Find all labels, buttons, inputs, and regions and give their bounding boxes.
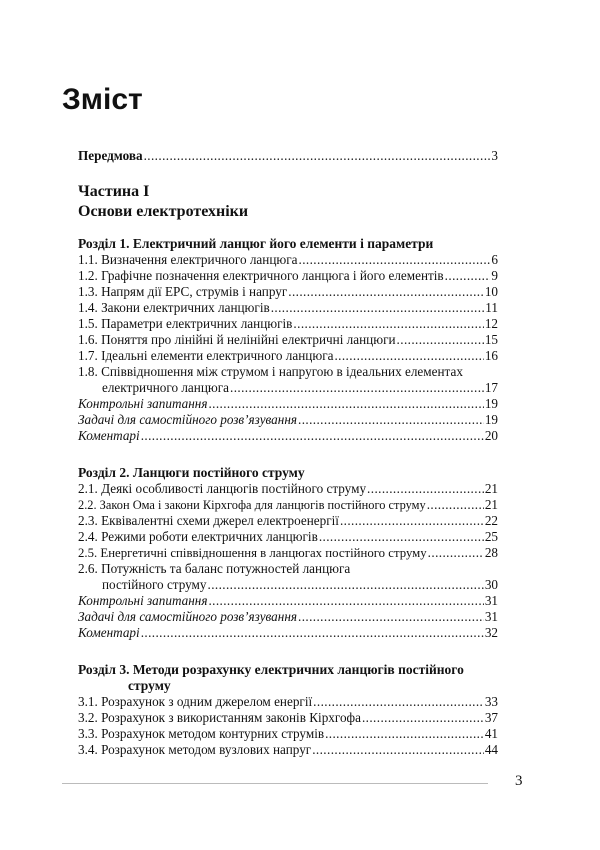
toc-preface[interactable]: [78, 148, 498, 164]
toc-entry-title: 2.2. Закон Ома і закони Кірхгофа для ланцюгів постійного струму: [78, 498, 426, 512]
section-heading-continued: струму: [128, 678, 171, 693]
toc-section-3: [78, 662, 498, 758]
toc-page-number: 31: [484, 593, 498, 608]
toc-page-number: 32: [484, 625, 498, 640]
toc-entry[interactable]: [78, 710, 498, 726]
toc-entry-title: Коментарі: [78, 625, 140, 640]
toc-entry[interactable]: [78, 561, 498, 577]
toc-page-number: 37: [484, 710, 498, 725]
dot-leader: [325, 726, 484, 742]
toc-entry[interactable]: [78, 545, 498, 561]
toc-entry-title: 3.3. Розрахунок методом контурних струмів: [78, 726, 325, 741]
toc-entry-title: Передмова: [78, 148, 143, 163]
toc-entry[interactable]: [78, 348, 498, 364]
toc-entry-title: 2.1. Деякі особливості ланцюгів постійного струму: [78, 481, 367, 496]
toc-page-number: 15: [484, 332, 498, 347]
dot-leader: [340, 513, 484, 529]
dot-leader: [299, 252, 491, 268]
dot-leader: [427, 497, 484, 513]
section-heading: Розділ 3. Методи розрахунку електричних ланцюгів постійного: [78, 662, 464, 677]
toc-page-number: 11: [485, 300, 498, 315]
toc-entry-title: 1.4. Закони електричних ланцюгів: [78, 300, 270, 315]
toc-entry[interactable]: [78, 252, 498, 268]
dot-leader: [208, 396, 483, 412]
dot-leader: [144, 148, 491, 164]
toc-entry-title: Контрольні запитання: [78, 593, 208, 608]
toc-section-2: [78, 465, 498, 641]
toc-page-number: 25: [484, 529, 498, 544]
dot-leader: [288, 284, 484, 300]
toc-entry[interactable]: [78, 396, 498, 412]
toc-entry[interactable]: [78, 609, 498, 625]
toc-section-1: [78, 236, 498, 444]
toc-entry-title: 3.4. Розрахунок методом вузлових напруг: [78, 742, 312, 757]
toc-entry[interactable]: [78, 300, 498, 316]
dot-leader: [293, 316, 483, 332]
toc-entry[interactable]: [78, 284, 498, 300]
dot-leader: [319, 529, 484, 545]
dot-leader: [271, 300, 485, 316]
toc-page-number: 44: [484, 742, 498, 757]
toc-page-number: 21: [484, 481, 498, 496]
toc-page-number: 21: [484, 497, 498, 512]
toc-entry[interactable]: [78, 316, 498, 332]
toc-entry[interactable]: [78, 625, 498, 641]
toc-page-number: 16: [484, 348, 498, 363]
dot-leader: [397, 332, 484, 348]
toc-entry-title: 1.5. Параметри електричних ланцюгів: [78, 316, 293, 331]
dot-leader: [208, 593, 483, 609]
dot-leader: [428, 545, 484, 561]
toc-entry-title: Задачі для самостійного розв’язування: [78, 412, 297, 427]
toc-entry[interactable]: [78, 742, 498, 758]
toc-entry-title: Задачі для самостійного розв’язування: [78, 609, 297, 624]
toc-entry[interactable]: [78, 364, 498, 380]
part-title: Частина І: [78, 183, 150, 200]
toc-page-number: 19: [484, 412, 498, 427]
dot-leader: [312, 742, 484, 758]
toc-entry[interactable]: [78, 513, 498, 529]
toc-entry-title: 3.2. Розрахунок з використанням законів Кірхгофа: [78, 710, 361, 725]
toc-page-number: 31: [484, 609, 498, 624]
toc-entry-title: 2.6. Потужність та баланс потужностей ланцюга: [78, 561, 351, 576]
toc-entry[interactable]: [78, 694, 498, 710]
toc-entry-title: 3.1. Розрахунок з одним джерелом енергії: [78, 694, 313, 709]
toc-page-number: 41: [484, 726, 498, 741]
toc-entry[interactable]: [78, 726, 498, 742]
toc-entry-title: 1.1. Визначення електричного ланцюга: [78, 252, 298, 267]
section-heading: Розділ 2. Ланцюги постійного струму: [78, 465, 305, 480]
toc-entry-title: 1.7. Ідеальні елементи електричного ланцюга: [78, 348, 334, 363]
toc-page-number: 6: [491, 252, 498, 267]
dot-leader: [445, 268, 491, 284]
toc-page-number: 30: [484, 577, 498, 592]
toc-page-number: 22: [484, 513, 498, 528]
toc-page-number: 10: [484, 284, 498, 299]
toc-entry-title: 1.3. Напрям дії ЕРС, струмів і напруг: [78, 284, 288, 299]
toc-page-number: 3: [491, 148, 498, 163]
dot-leader: [141, 428, 484, 444]
toc-page-number: 20: [484, 428, 498, 443]
page-title: Зміст: [62, 83, 143, 116]
page-number: 3: [515, 773, 523, 789]
section-heading: Розділ 1. Електричний ланцюг його елементи і параметри: [78, 236, 434, 251]
toc-entry-title-continued: постійного струму: [102, 577, 207, 592]
toc-entry-title: 2.5. Енергетичні співвідношення в ланцюгах постійного струму: [78, 546, 427, 560]
part-subtitle: Основи електротехніки: [78, 203, 249, 220]
toc-page-number: 33: [484, 694, 498, 709]
toc-page-number: 9: [491, 268, 498, 283]
toc-entry-title: Контрольні запитання: [78, 396, 208, 411]
toc-entry-title: Коментарі: [78, 428, 140, 443]
toc-entry[interactable]: [78, 481, 498, 497]
toc-page-number: 17: [484, 380, 498, 395]
dot-leader: [230, 380, 484, 396]
toc-entry[interactable]: [78, 428, 498, 444]
toc-entry[interactable]: [78, 268, 498, 284]
toc-entry[interactable]: [78, 332, 498, 348]
dot-leader: [298, 412, 484, 428]
toc-entry-title-continued: електричного ланцюга: [102, 380, 230, 395]
toc-page-number: 19: [484, 396, 498, 411]
toc-entry-title: 2.3. Еквівалентні схеми джерел електроенергії: [78, 513, 339, 528]
toc-entry[interactable]: [78, 593, 498, 609]
dot-leader: [367, 481, 484, 497]
toc-entry-continued[interactable]: [78, 380, 498, 396]
toc-entry-title: 1.8. Співвідношення між струмом і напругою в ідеальних елементах: [78, 364, 463, 379]
toc-page-number: 12: [484, 316, 498, 331]
footer-rule: [62, 783, 488, 784]
toc-page-number: 28: [484, 545, 498, 560]
dot-leader: [141, 625, 484, 641]
toc-entry-title: 1.6. Поняття про лінійні й нелінійні електричні ланцюги: [78, 332, 396, 347]
dot-leader: [334, 348, 483, 364]
toc-entry-title: 2.4. Режими роботи електричних ланцюгів: [78, 529, 318, 544]
toc-entry-continued[interactable]: [78, 577, 498, 593]
toc-entry-title: 1.2. Графічне позначення електричного ланцюга і його елементів: [78, 268, 444, 283]
toc-entry[interactable]: [78, 529, 498, 545]
dot-leader: [208, 577, 484, 593]
toc-entry[interactable]: [78, 412, 498, 428]
dot-leader: [362, 710, 484, 726]
toc-entry[interactable]: [78, 497, 498, 513]
dot-leader: [298, 609, 484, 625]
dot-leader: [313, 694, 484, 710]
